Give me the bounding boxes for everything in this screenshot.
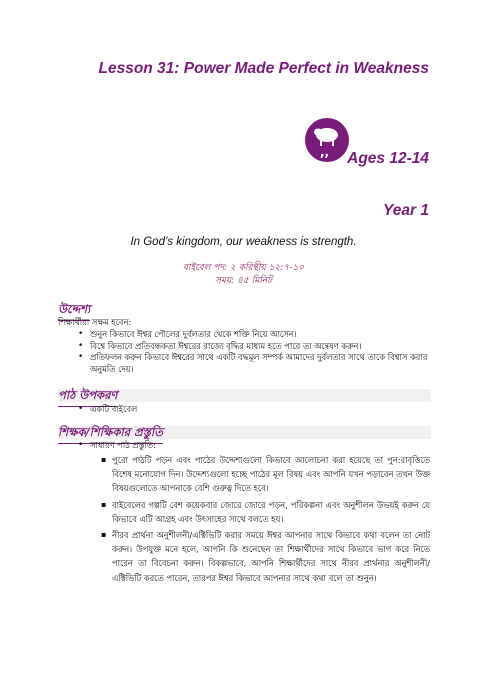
list-item: ▪ নীরব প্রার্থনা অনুশীলনী/এক্টিভিটি করার সময়ে ঈশ্বর আপনার সাথে কিভাবে কথা বলেন তা নোট করুন। উপযুক্ত মনে হলে, আপনি কি শুনেছেন তা শিক্ষার্থীদের সাথে কিভাবে ভাগ করে নিতে পারেন তা বিবেচনা করুন। বিকল্পভাবে, আপনি শিক্ষার্থীদের সাথে নীরব প্রার্থনার অনুশীলনী/এক্টিভিটি করতে পারেন, তারপর ঈশ্বর কিভাবে আপনার সাথে কথা বলে তা শুনুন। — [112, 528, 430, 585]
lesson-duration: সময়: ৪৫ মিনিট — [214, 276, 273, 286]
list-item: • একটি বাইবেল — [90, 404, 390, 416]
prep-list — [112, 453, 430, 585]
list-item: ▪ বাইবেলের গল্পটি বেশ কয়েকবার জোরে জোরে পড়ন, পরিকল্পনা এবং অনুশীলন উভয়ই করুন যে কিভাবে এটি আগ্রহ এবং উৎসাহের সাথে বলতে হয়। — [112, 498, 430, 526]
list-item: • শুনুন কিভাবে ঈশ্বর পৌলের দুর্বলতার থেকে শক্তি নিয়ে আসেন। — [90, 329, 430, 341]
year-label: Year 1 — [383, 202, 429, 219]
scripture-reference: বাইবেল পদ: ২ করিন্থীয় ১২:৭-১০ — [182, 263, 305, 273]
prep-intro-list — [90, 440, 420, 452]
lesson-title: Lesson 31: Power Made Perfect in Weakness — [98, 60, 429, 77]
objectives-list — [90, 329, 430, 375]
list-item: • প্রতিফলন করুন কিভাবে ঈশ্বরের সাথে একটি বদ্ধমূল সম্পর্ক আমাদের দুর্বলতার সাথে তাকে বিশ্বাস করার অনুমতি দেয়। — [90, 352, 430, 375]
objectives-heading: উদ্দেশ্য — [58, 301, 90, 321]
lesson-theme: In God’s kingdom, our weakness is strength. — [130, 236, 357, 248]
list-item: ▪ পুরো পাঠটি পড়ন এবং পাঠের উদ্দেশ্যগুলো কিভাবে আলোচনা করা হয়েছে তা পুন:রাবৃত্তিতে বিশেষ মনোযোগ দিন। উদ্দেশ্যগুলো হচ্ছে পাঠের মূল বিষয় এবং আপনি যখন পড়াবেন তখন উক্ত বিষয়গুলোতে আপনাকে বেশি গুরুত্ব দিতে হবে। — [112, 453, 430, 496]
materials-heading: পাঠ উপকরণ — [58, 387, 117, 407]
materials-list — [90, 404, 390, 416]
prep-heading: শিক্ষক/শিক্ষিকার প্রস্তুতি — [58, 424, 163, 444]
objectives-intro: শিক্ষার্থীরা সক্ষম হবেন: — [58, 317, 132, 327]
list-item: • বিশ্বে কিভাবে প্রতিবন্ধকতা ঈশ্বরের রাজ্যে বৃদ্ধির মাধ্যম হতে পারে তা অন্বেষণ করুন। — [90, 341, 430, 353]
scripture-block — [0, 262, 487, 288]
prep-intro: • সাধারণ পাঠ প্রস্তুতি: — [90, 440, 420, 452]
lamb-icon-quote: ,, — [320, 145, 330, 159]
age-range: Ages 12-14 — [347, 150, 429, 167]
